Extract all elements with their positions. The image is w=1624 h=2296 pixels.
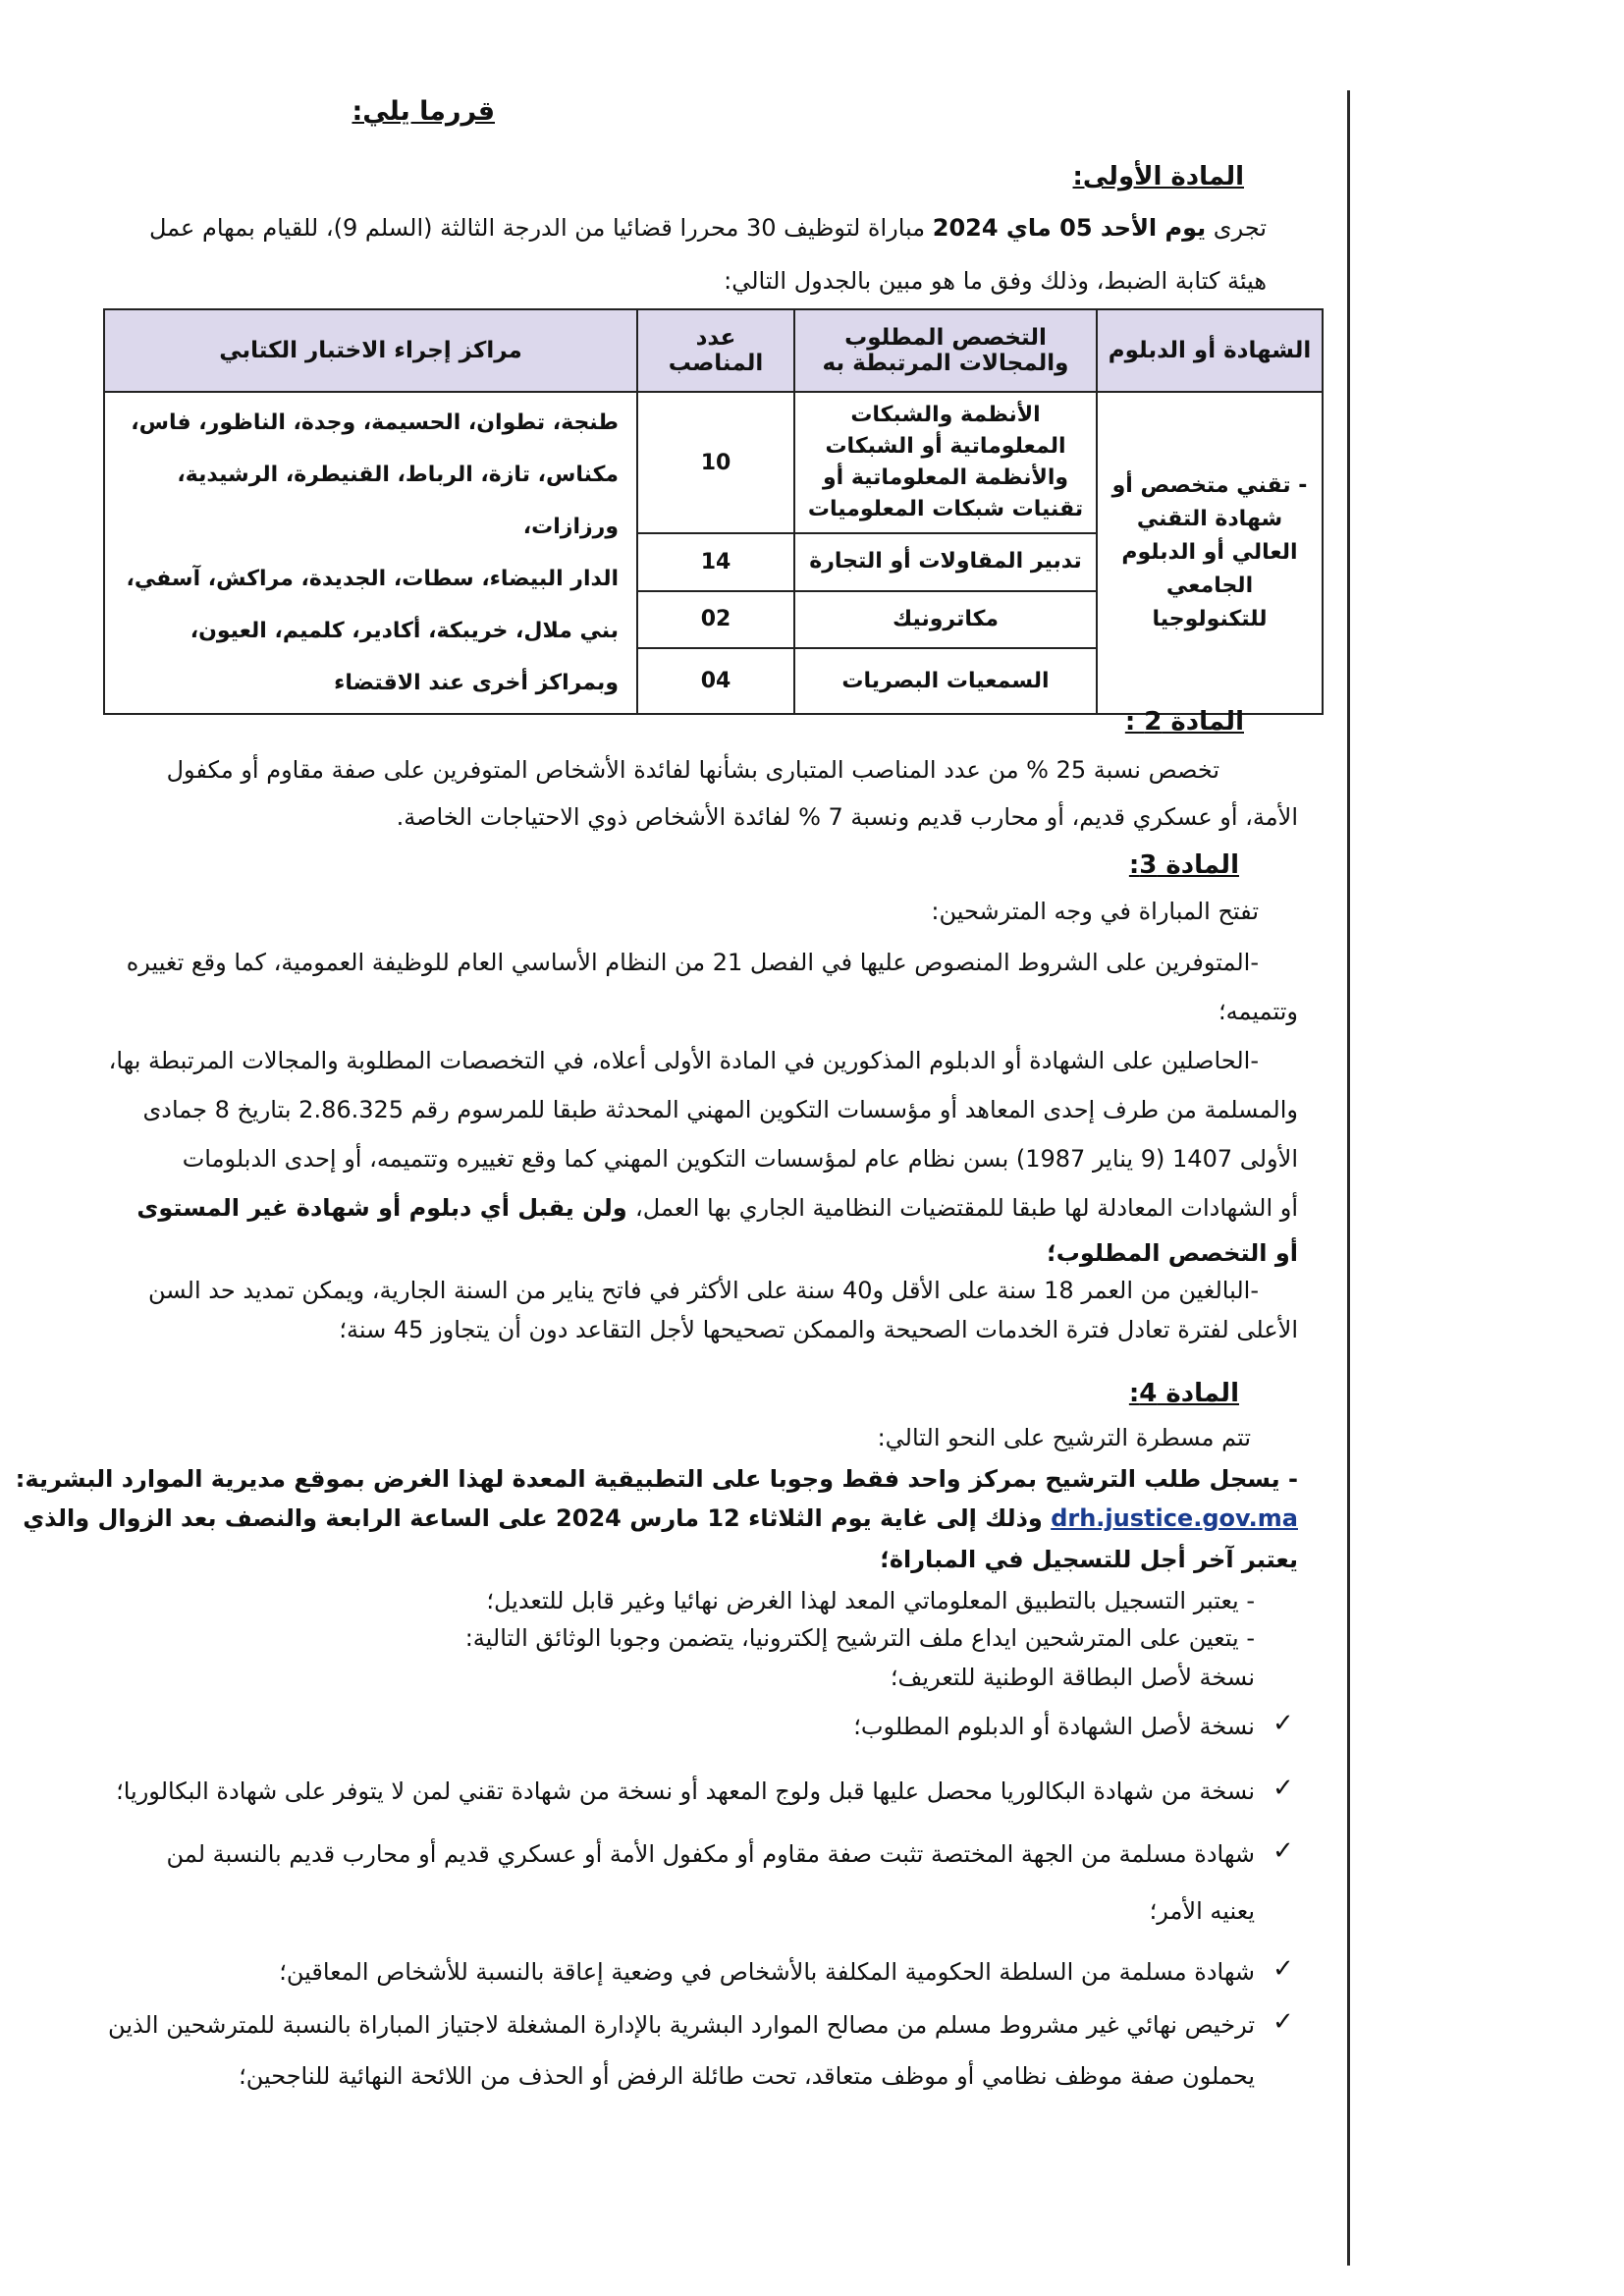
article-3-line: -الحاصلين على الشهادة أو الدبلوم المذكورين في المادة الأولى أعلاه، في التخصصات المطلوبة والمجالات المرتبطة بها، — [108, 1047, 1259, 1074]
center-line: وبمراكز أخرى عند الاقتضاء — [334, 671, 619, 695]
article-1-title: المادة الأولى: — [1072, 162, 1244, 191]
checklist-continuation: يعنيه الأمر؛ — [1149, 1897, 1255, 1925]
checklist-item: شهادة مسلمة من الجهة المختصة تثبت صفة مقاوم أو مكفول الأمة أو عسكري قديم أو محارب قديم بالنسبة لمن — [166, 1840, 1255, 1868]
checklist-item: ترخيص نهائي غير مشروط مسلم من مصالح الموارد البشرية بالإدارة المشغلة لاجتياز المباراة بالنسبة للمترشحين الذين — [108, 2011, 1255, 2039]
spec-cell: مكاترونيك — [794, 591, 1097, 648]
decision-heading: قررما يلي: — [352, 96, 495, 127]
article-3-age-line: -البالغين من العمر 18 سنة على الأقل و40 سنة على الأكثر في فاتح يناير من السنة الجارية، ويمكن تمديد حد السن — [147, 1277, 1259, 1304]
article-3-intro: تفتح المباراة في وجه المترشحين: — [931, 898, 1259, 925]
article-3-bold-line: أو التخصص المطلوب؛ — [1047, 1239, 1298, 1267]
num-cell: 14 — [637, 533, 794, 590]
article-3-line: وتتميمه؛ — [1218, 998, 1298, 1025]
article-3-line-with-bold — [136, 1194, 1298, 1222]
article-3-line: والمسلمة من طرف إحدى المعاهد أو مؤسسات التكوين المهني المحدثة طبقا للمرسوم رقم 2.86.325 بتاريخ 8 جمادى — [142, 1096, 1298, 1123]
margin-line — [1347, 90, 1350, 2266]
article-4-item: - يتعين على المترشحين ايداع ملف الترشيح إلكترونيا، يتضمن وجوبا الوثائق التالية: — [464, 1624, 1255, 1652]
header-cert: الشهادة أو الدبلوم — [1097, 309, 1323, 392]
header-centers: مراكز إجراء الاختبار الكتابي — [104, 309, 637, 392]
center-line: بني ملال، خريبكة، أكادير، كلميم، العيون، — [189, 619, 619, 643]
center-line: الدار البيضاء، سطات، الجديدة، مراكش، آسفي، — [126, 567, 619, 591]
article-3-line: الأولى 1407 (9 يناير 1987) بسن نظام عام لمؤسسات التكوين المهني كما وقع تغييره وتتميمه، أو إحدى الدبلومات — [182, 1145, 1298, 1173]
article-3-bold-tail: ولن يقبل أي دبلوم أو شهادة غير المستوى — [136, 1194, 636, 1222]
check-icon: ✓ — [1272, 1836, 1294, 1866]
checklist-item: نسخة لأصل الشهادة أو الدبلوم المطلوب؛ — [853, 1713, 1255, 1740]
checklist-continuation: يحملون صفة موظف نظامي أو موظف متعاقد، تحت طائلة الرفض أو الحذف من اللائحة النهائية للناجحين؛ — [239, 2062, 1255, 2090]
spec-cell: تدبير المقاولات أو التجارة — [794, 533, 1097, 590]
article-4-intro: تتم مسطرة الترشيح على النحو التالي: — [877, 1424, 1251, 1451]
article-4-item: نسخة لأصل البطاقة الوطنية للتعريف؛ — [890, 1664, 1255, 1691]
centers-cell — [104, 392, 637, 714]
check-icon: ✓ — [1272, 1709, 1294, 1738]
spec-cell: السمعيات البصريات — [794, 648, 1097, 714]
article-1-line-2: هيئة كتابة الضبط، وذلك وفق ما هو مبين بالجدول التالي: — [724, 267, 1267, 295]
checklist-item: شهادة مسلمة من السلطة الحكومية المكلفة بالأشخاص في وضعية إعاقة بالنسبة للأشخاص المعاقين؛ — [279, 1958, 1255, 1986]
article-1-date: يوم الأحد 05 ماي 2024 — [932, 214, 1207, 242]
article-3-title: المادة 3: — [1128, 850, 1239, 880]
article-4-deadline: وذلك إلى غاية يوم الثلاثاء 12 مارس 2024 على الساعة الرابعة والنصف بعد الزوال والذي — [23, 1504, 1052, 1532]
article-4-deadline-line — [23, 1504, 1298, 1532]
article-3-age-line: الأعلى لفترة تعادل فترة الخدمات الصحيحة والممكن تصحيحها لأجل التقاعد دون أن يتجاوز 45 سنة؛ — [339, 1316, 1298, 1343]
article-1-post: مباراة لتوظيف 30 محررا قضائيا من الدرجة الثالثة (السلم 9)، للقيام بمهام عمل — [148, 214, 933, 242]
header-num: عدد المناصب — [637, 309, 794, 392]
article-2-line: الأمة، أو عسكري قديم، أو محارب قديم ونسبة 7 % لفائدة الأشخاص ذوي الاحتياجات الخاصة. — [396, 803, 1298, 831]
check-icon: ✓ — [1272, 2007, 1294, 2037]
check-icon: ✓ — [1272, 1774, 1294, 1803]
article-4-bold-line: - يسجل طلب الترشيح بمركز واحد فقط وجوبا على التطبيقية المعدة لهذا الغرض بموقع مديرية الموارد البشرية: — [15, 1465, 1298, 1493]
table-header-row — [104, 309, 1323, 392]
center-line: مكناس، تازة، الرباط، القنيطرة، الرشيدية، ورزازات، — [177, 463, 619, 539]
header-spec: التخصص المطلوب والمجالات المرتبطة به — [794, 309, 1097, 392]
article-3-line: -المتوفرين على الشروط المنصوص عليها في الفصل 21 من النظام الأساسي العام للوظيفة العمومية، كما وقع تغييره — [126, 949, 1259, 976]
cert-cell: - تقني متخصص أو شهادة التقني العالي أو الدبلوم الجامعي للتكنولوجيا — [1097, 392, 1323, 714]
article-3-plain: أو الشهادات المعادلة لها طبقا للمقتضيات النظامية الجاري بها العمل، — [635, 1194, 1298, 1222]
article-4-title: المادة 4: — [1128, 1379, 1239, 1408]
article-4-bold-line: يعتبر آخر أجل للتسجيل في المباراة؛ — [880, 1546, 1298, 1573]
article-2-line: تخصص نسبة 25 % من عدد المناصب المتبارى بشأنها لفائدة الأشخاص المتوفرين على صفة مقاوم أو مكفول — [166, 756, 1219, 784]
spec-cell: الأنظمة والشبكات المعلوماتية أو الشبكات والأنظمة المعلوماتية أو تقنيات شبكات المعلوميات — [794, 392, 1097, 533]
checklist-item: نسخة من شهادة البكالوريا محصل عليها قبل ولوج المعهد أو نسخة من شهادة تقني لمن لا يتوفر على شهادة البكالوريا؛ — [116, 1777, 1255, 1805]
article-2-title: المادة 2 : — [1124, 707, 1244, 737]
article-1-line-1 — [149, 214, 1267, 242]
article-1-pre: تجرى — [1206, 214, 1267, 242]
drh-link[interactable]: drh.justice.gov.ma — [1051, 1504, 1298, 1532]
num-cell: 10 — [637, 392, 794, 533]
posts-table — [103, 308, 1324, 715]
num-cell: 04 — [637, 648, 794, 714]
table-row — [104, 392, 1323, 533]
num-cell: 02 — [637, 591, 794, 648]
center-line: طنجة، تطوان، الحسيمة، وجدة، الناظور، فاس، — [131, 410, 619, 435]
article-4-item: - يعتبر التسجيل بالتطبيق المعلوماتي المعد لهذا الغرض نهائيا وغير قابل للتعديل؛ — [486, 1587, 1255, 1614]
check-icon: ✓ — [1272, 1954, 1294, 1984]
